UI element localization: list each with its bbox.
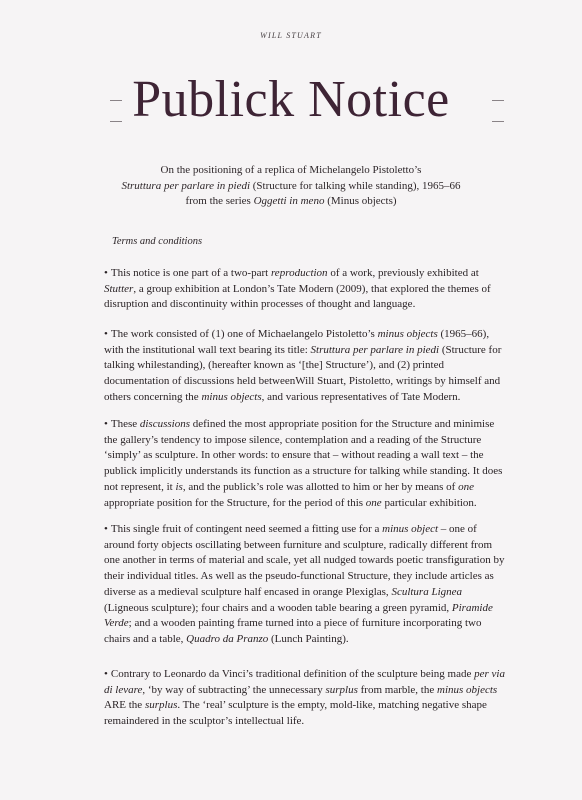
paragraph-3: • These discussions defined the most appropriate position for the Structure and minimise the gallery’s tendency to impose silence, contemplation and a reading of the Structure ‘simply’ as sculpture. In other words: to ensure that – without reading a wall text – the publick implicitly understands its function as a structure for talking while standing. It does not represent, it is, and the publick’s role was allotted to him or her by means of one appropriate position for the Structure, for the period of this one particular exhibition. <box>104 418 503 509</box>
bullet: • <box>104 668 108 680</box>
artwork-title: Struttura per parlare in piedi <box>121 179 251 192</box>
bullet: • <box>104 328 108 340</box>
section-heading: Terms and conditions <box>112 236 203 247</box>
subtitle-line-3: from the series Oggetti in meno (Minus objects) <box>185 195 397 207</box>
paragraph-2: • The work consisted of (1) one of Michaelangelo Pistoletto’s minus objects (1965–66), with the institutional wall text bearing its title: Struttura per parlare in piedi (Structure for talking whilestanding), (hereafter known as ‘[the] Structure’), and (2) printed documentation of discussions held betweenWill Stuart, Pistoletto, writings by himself and others concerning the minus objects, and various representatives of Tate Modern. <box>104 328 502 403</box>
page-title: Publick Notice <box>132 71 450 128</box>
subtitle <box>70 163 512 210</box>
paragraph-4: • This single fruit of contingent need seemed a fitting use for a minus object – one of around forty objects oscillating between furniture and sculpture, radically different from one another in terms of material and scale, yet all nudged towards poetic transfiguration by their individual titles. As well as the pseudo-functional Structure, they include articles as diverse as a medieval sculpture half encased in orange Plexiglas, Scultura Lignea (Ligneous sculpture); four chairs and a wooden table bearing a green pyramid, Piramide Verde; and a wooden painting frame turned into a piece of furniture incorporating two chairs and a table, Quadro da Pranzo (Lunch Painting). <box>104 523 505 645</box>
bullet: • <box>104 523 108 535</box>
paragraph-5: • Contrary to Leonardo da Vinci’s traditional definition of the sculpture being made per via di levare, ‘by way of subtracting’ the unnecessary surplus from marble, the minus objects ARE the surplus. The ‘real’ sculpture is the empty, mold-like, matching negative shape remaindered in the sculptor’s intellectual life. <box>104 668 505 728</box>
bullet: • <box>104 418 108 430</box>
bullet: • <box>104 267 108 279</box>
author-name: WILL STUART <box>260 31 322 40</box>
paragraph-1: • This notice is one part of a two-part reproduction of a work, previously exhibited at Stutter, a group exhibition at London’s Tate Modern (2009), that explored the themes of disruption and discontinuity within processes of thought and language. <box>104 267 491 311</box>
series-title: Oggetti in meno <box>253 195 325 207</box>
subtitle-line-1: On the positioning of a replica of Michelangelo Pistoletto’s <box>160 164 422 176</box>
subtitle-line-2: Struttura per parlare in piedi (Structure for talking while standing), 1965–66 <box>121 179 461 192</box>
